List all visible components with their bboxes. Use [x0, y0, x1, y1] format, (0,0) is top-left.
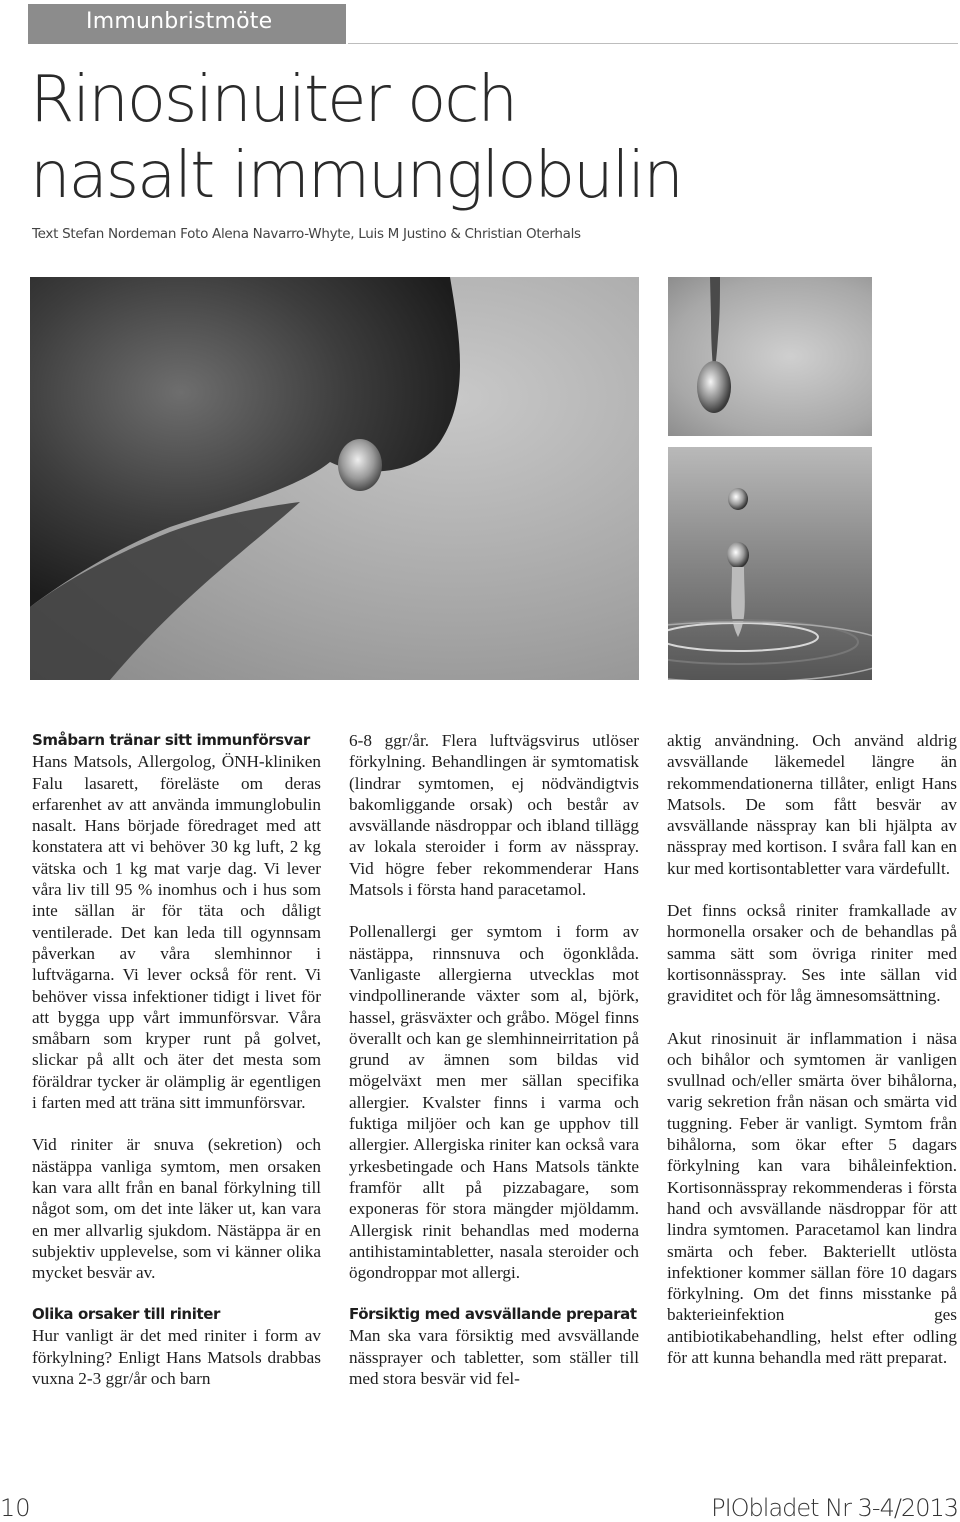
col1-paragraph-1: Hans Matsols, Allergolog, ÖNH-kliniken Falu lasarett, föreläste om deras erfarenhet av att använda immunglobulin nasalt. Hans började föredraget med att konstatera att vi behöver 30 kg luft, 2 kg vätska och 1 kg mat varje dag. Vi lever våra liv till 95 % inomhus och i hus som inte sällan är för täta och dåligt ventilerade. Det kan leda till ogynnsam påverkan av våra slemhinnor i luftvägarna. Vi lever också för rent. Vi behöver vissa infektioner tidigt i livet för att bygga upp vårt immunförsvar. Våra småbarn som kryper runt på golvet, slickar på allt och äter det mesta som föräldrar tycker är olämplig är egentligen i farten med att träna sitt immunförsvar.: [32, 752, 321, 1113]
water-splash-photo: [668, 447, 872, 680]
section-heading-causes: Olika orsaker till riniter: [32, 1305, 220, 1324]
nose-drop-photo: [30, 277, 639, 680]
col2-paragraph-3: Man ska vara försiktig med avsvällande nässprayer och tabletter, som ställer till med stora besvär vid fel-: [349, 1326, 639, 1389]
intro-subheading: Småbarn tränar sitt immunförsvar: [32, 731, 310, 749]
section-heading-caution: Försiktig med avsvällande preparat: [349, 1305, 637, 1324]
article-column-3: [667, 730, 957, 1368]
col1-paragraph-2: Vid riniter är snuva (sekretion) och nästäppa vanliga symtom, men orsaken kan vara allt från en banal förkylning till något som, om det inte läker ut, kan vara en mer allvarlig sjukdom. Nästäppa är en subjektiv upplevelse, som vi känner olika mycket besvär av.: [32, 1135, 321, 1283]
article-column-1: [32, 730, 321, 1389]
article-title: [30, 62, 930, 214]
col3-paragraph-1: aktig användning. Och använd aldrig avsvällande läkemedel längre än rekommendationerna tillåter, enligt Hans Matsols. De som fått besvär av avsvällande nässpray kan bli hjälpta av nässpray med kortison. I svåra fall kan en kur med kortisontabletter vara värdefullt.: [667, 731, 957, 878]
article-column-2: [349, 730, 639, 1389]
title-line-2: nasalt immunglobulin: [30, 139, 682, 213]
section-label: Immunbristmöte: [86, 9, 273, 34]
col1-paragraph-3: Hur vanligt är det med riniter i form av förkylning? Enligt Hans Matsols drabbas vuxna 2-3 ggr/år och barn: [32, 1326, 321, 1389]
faucet-drip-photo: [668, 277, 872, 436]
col2-paragraph-1: 6-8 ggr/år. Flera luftvägsvirus utlöser förkylning. Behandlingen är symtomatisk (lindrar symtomen, ej nödvändigtvis bakomliggande orsak) och består av avsvällande näsdroppar och ibland tillägg av lokala steroider i form av nässpray. Vid högre feber rekommenderar Hans Matsols i första hand paracetamol.: [349, 731, 639, 900]
col3-paragraph-3: Akut rinosinuit är inflammation i näsa och bihålor och symtomen är vanligen svullnad och/eller smärta över bihålorna, varig sekretion från näsan och smärta vid tuggning. Feber är vanligt. Symtom från bihålorna, som ökar efter 5 dagars förkylning kan vara bihåleinfektion. Kortisonnässpray rekommenderas i första hand och avsvällande näsdroppar för att lindra symtomen. Paracetamol kan lindra smärta och feber. Bakteriellt utlösta infektioner kommer sällan före 10 dagars förkylning. Om det finns misstanke på bakterieinfektion ges antibiotikabehandling, helst efter odling för att kunna behandla med rätt preparat.: [667, 1028, 957, 1368]
col2-paragraph-2: Pollenallergi ger symtom i form av nästäppa, rinnsnuva och ögonklåda. Vanligaste allergierna utvecklas mot vindpollinerande växter som al, björk, hassel, gräsväxter och gråbo. Mögel finns överallt och kan ge slemhinneirritation på grund av ämnen som bildas vid mögelväxt men mer sällan specifika allergier. Kvalster finns i varma och fuktiga miljöer och kan ge upphov till allergier. Allergiska riniter kan också vara yrkesbetingade och Hans Matsols tänkte framför allt på pizzabagare, som exponeras för stora mängder mjöldamm. Allergisk rinit behandlas med moderna antihistamintabletter, nasala steroider och ögondroppar mot allergi.: [349, 922, 639, 1283]
page-number: 10: [0, 1494, 31, 1522]
title-line-1: Rinosinuiter och: [30, 63, 517, 137]
section-tab: [28, 4, 346, 44]
byline: Text Stefan Nordeman Foto Alena Navarro-Whyte, Luis M Justino & Christian Oterhals: [32, 226, 581, 242]
col3-paragraph-2: Det finns också riniter framkallade av hormonella orsaker och de behandlas på samma sätt som övriga riniter med kortisonnässpray. Ses inte sällan vid graviditet och för låg ämnesomsättning.: [667, 901, 957, 1006]
header-rule: [348, 43, 958, 44]
publication-footer: PIObladet Nr 3-4/2013: [711, 1494, 958, 1522]
